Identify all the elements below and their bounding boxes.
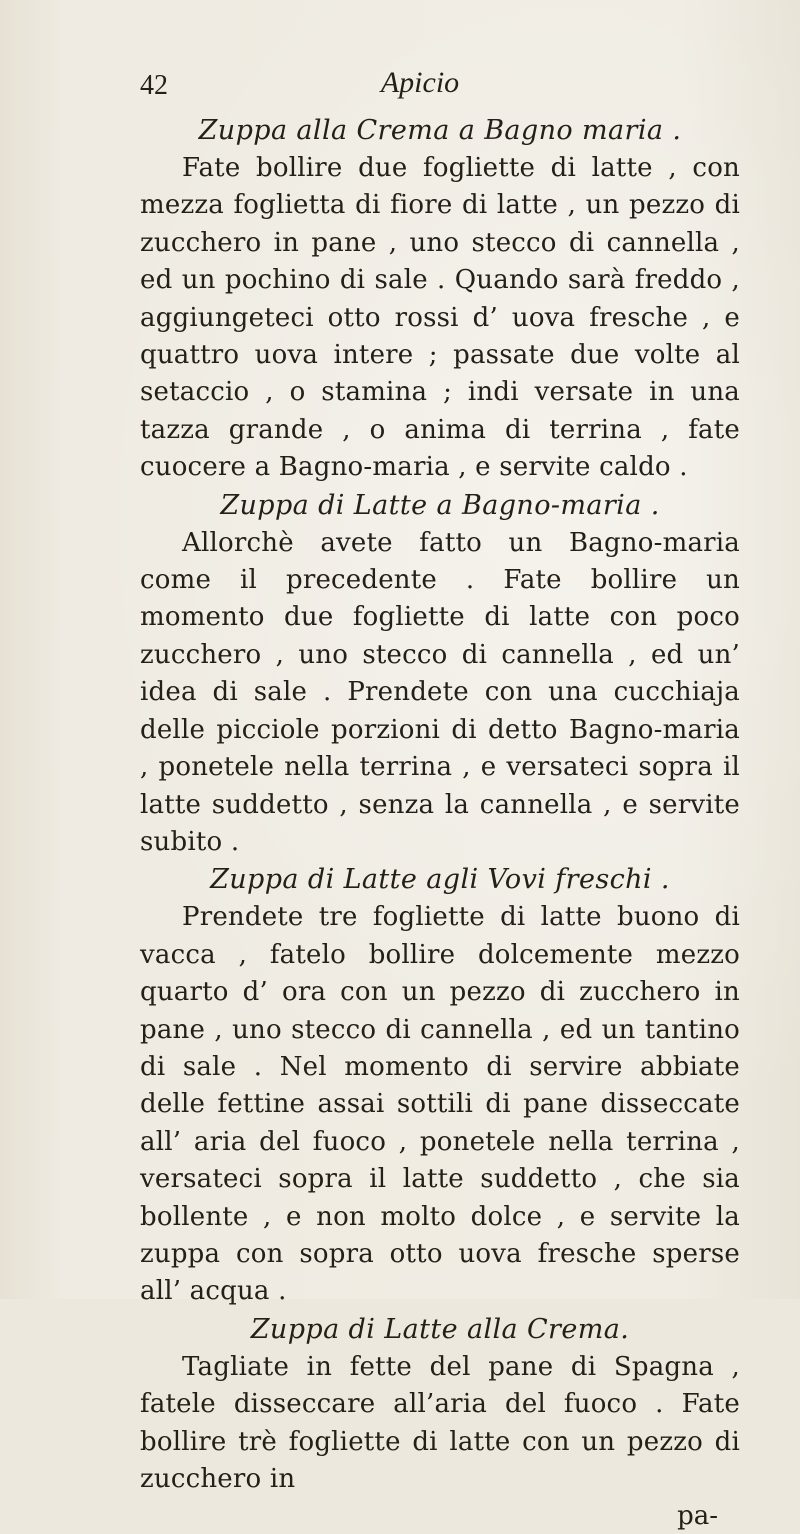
running-head: Apicio xyxy=(380,66,460,99)
recipe-section xyxy=(140,861,740,1310)
page-header xyxy=(140,62,700,102)
recipe-section xyxy=(140,112,740,487)
page-body xyxy=(140,112,740,1534)
catchword: pa- xyxy=(677,1501,718,1532)
section-title: Zuppa di Latte agli Vovi freschi . xyxy=(210,864,670,896)
section-text: Allorchè avete fatto un Bagno-maria come il precedente . Fate bollire un momento due fogliette di latte con poco zucchero , uno stecco di cannella , ed un’ idea di sale . Prendete con una cucchiaja delle picciole porzioni di detto Bagno-maria , ponetele nella terrina , e versateci sopra il latte suddetto , senza la cannella , e servite subito . xyxy=(140,527,740,857)
section-text: Fate bollire due fogliette di latte , con mezza foglietta di fiore di latte , un pezzo di zucchero in pane , uno stecco di cannella , ed un pochino di sale . Quando sarà freddo , aggiungeteci otto rossi d’ uova fresche , e quattro uova intere ; passate due volte al setaccio , o stamina ; indi versate in una tazza grande , o anima di terrina , fate cuocere a Bagno-maria , e servite caldo . xyxy=(140,153,740,483)
recipe-section xyxy=(140,1311,740,1499)
recipe-section xyxy=(140,487,740,862)
section-title: Zuppa alla Crema a Bagno maria . xyxy=(198,115,682,146)
page-number: 42 xyxy=(140,70,168,101)
section-title: Zuppa di Latte alla Crema. xyxy=(250,1313,630,1345)
section-text: Prendete tre fogliette di latte buono di vacca , fatelo bollire dolcemente mezzo quarto d’ ora con un pezzo di zucchero in pane , uno stecco di cannella , ed un tantino di sale . Nel momento di servire abbiate delle fettine assai sottili di pane disseccate all’ aria del fuoco , ponetele nella terrina , versateci sopra il latte suddetto , che sia bollente , e non molto dolce , e servite la zuppa con sopra otto uova fresche sperse all’ acqua . xyxy=(140,902,740,1307)
section-title: Zuppa di Latte a Bagno-maria . xyxy=(220,489,660,521)
section-text: Tagliate in fette del pane di Spagna , fatele disseccare all’aria del fuoco . Fate bollire trè fogliette di latte con un pezzo di zucchero in xyxy=(140,1351,740,1494)
